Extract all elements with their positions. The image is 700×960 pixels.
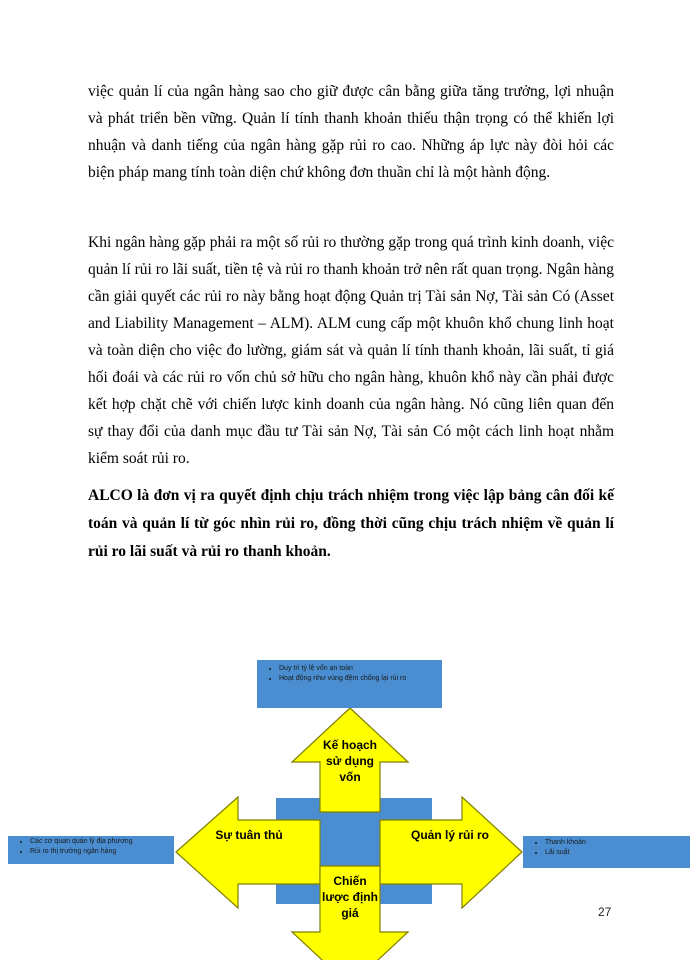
arrow-left-label: Sự tuân thủ (215, 828, 283, 842)
box-left (8, 836, 174, 864)
arrow-top-label: Kế hoạch sử dụng vốn (322, 738, 377, 784)
box-right-item: • Lãi suất (545, 848, 690, 858)
box-right-item: • Thanh khoản (545, 838, 690, 848)
box-right (523, 836, 690, 868)
paragraph-3-bold: ALCO là đơn vị ra quyết định chịu trách nhiệm trong việc lập bảng cân đối kế toán và quản lí từ góc nhìn rủi ro, đồng thời cũng chịu trách nhiệm về quản lí rủi ro lãi suất và rủi ro thanh khoản. (88, 487, 614, 560)
box-top (257, 660, 442, 708)
paragraph-2: Khi ngân hàng gặp phải ra một số rủi ro thường gặp trong quá trình kinh doanh, việc quản lí rủi ro lãi suất, tiền tệ và rủi ro thanh khoản trở nên rất quan trọng. Ngân hàng cần giải quyết các rủi ro này bằng hoạt động Quản trị Tài sản Nợ, Tài sản Có (Asset and Liability Management – ALM). ALM cung cấp một khuôn khổ chung linh hoạt và toàn diện cho việc đo lường, giám sát và quản lí tính thanh khoản, lãi suất, tỉ giá hối đoái và các rủi ro vốn chủ sở hữu cho ngân hàng, khuôn khổ này cần phải được kết hợp chặt chẽ với chiến lược kinh doanh của ngân hàng. Nó cũng liên quan đến sự thay đổi của danh mục đầu tư Tài sản Nợ, Tài sản Có một cách linh hoạt nhằm kiểm soát rủi ro. (88, 234, 614, 467)
box-top-item: • Hoạt động như vùng đệm chống lại rủi ro (279, 674, 442, 684)
box-top-item: • Duy trì tỷ lệ vốn an toàn (279, 664, 442, 674)
alco-diagram (0, 640, 700, 960)
page-number: 27 (598, 905, 612, 919)
box-left-item: • Rủi ro thị trường ngân hàng (30, 847, 174, 857)
box-left-item: • Các cơ quan quản lý địa phương (30, 837, 174, 847)
arrow-right-label: Quản lý rủi ro (410, 828, 489, 842)
arrow-bottom-label: Chiến lược định giá (322, 874, 378, 920)
paragraph-1: việc quản lí của ngân hàng sao cho giữ được cân bằng giữa tăng trưởng, lợi nhuận và phát triển bền vững. Quản lí tính thanh khoản thiếu thận trọng có thể khiến lợi nhuận và danh tiếng của ngân hàng gặp rủi ro cao. Những áp lực này đòi hỏi các biện pháp mang tính toàn diện chứ không đơn thuần chỉ là một hành động. (88, 83, 614, 181)
